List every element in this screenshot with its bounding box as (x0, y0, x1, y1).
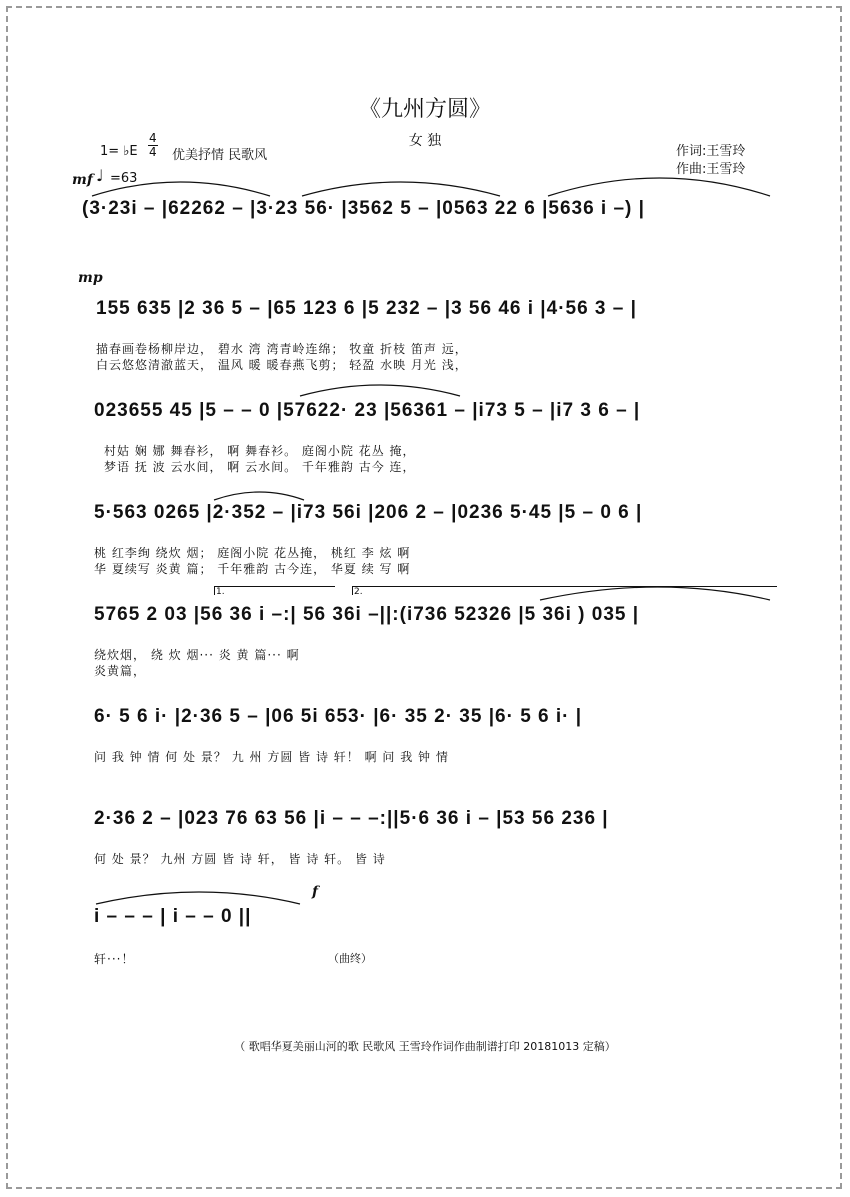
notation-line-7: 2·36 2 – |023 76 63 56 |i – – –:||5·6 36 i – |53 56 236 | (94, 808, 609, 829)
lyrics-line-4-verse-2: 华 夏续写 炎黄 篇； 千年雅韵 古今连， 华夏 续 写 啊 (94, 562, 411, 576)
ending-label-2: 2. (354, 587, 363, 597)
song-title: 《九州方圆》 (358, 97, 491, 122)
ending-label-1: 1. (216, 587, 225, 597)
lyrics-line-5-verse-2: 炎黄篇， (94, 664, 147, 678)
notation-line-4: 5·563 0265 |2·352 – |i73 56i |206 2 – |0236 5·45 |5 – 0 6 | (94, 502, 643, 523)
lyrics-line-5-verse-1: 绕炊烟， 绕 炊 烟··· 炎 黄 篇··· 啊 (94, 648, 300, 662)
dynamic-mf: mf (72, 172, 93, 188)
dynamic-f: f (312, 884, 319, 900)
notation-line-6: 6· 5 6 i· |2·36 5 – |06 5i 653· |6· 35 2· 35 |6· 5 6 i· | (94, 706, 583, 727)
lyrics-line-8: 轩···！ (94, 952, 135, 966)
notation-line-8: i – – – | i – – 0 || (94, 906, 252, 927)
lyrics-line-3-verse-2: 梦语 抚 波 云水间， 啊 云水间。 千年雅韵 古今 连， (104, 460, 416, 474)
notation-line-5: 5765 2 03 |56 36 i –:| 56 36i –||:(i736 52326 |5 36i ) 035 | (94, 604, 640, 625)
tempo-marking: =63 (110, 171, 138, 186)
end-mark: （曲终） (328, 952, 372, 965)
key-signature: 1= ♭E (100, 144, 138, 159)
lyrics-line-6: 问 我 钟 情 何 处 景？ 九 州 方圆 皆 诗 轩！ 啊 问 我 钟 情 (94, 750, 449, 764)
lyrics-line-2-verse-2: 白云悠悠清澈蓝天， 温风 暖 暖春燕飞剪； 轻盈 水映 月光 浅， (96, 358, 468, 372)
footer-note: （ 歌唱华夏美丽山河的歌 民歌风 王雪玲作词作曲制谱打印 20181013 定稿） (234, 1040, 616, 1053)
composer-credit: 作曲:王雪玲 (676, 162, 746, 177)
lyrics-line-4-verse-1: 桃 红李绚 绕炊 烟； 庭阁小院 花丛掩， 桃红 李 炫 啊 (94, 546, 411, 560)
lyrics-line-7: 何 处 景？ 九州 方圆 皆 诗 轩， 皆 诗 轩。 皆 诗 (94, 852, 386, 866)
notation-line-2: 155 635 |2 36 5 – |65 123 6 |5 232 – |3 56 46 i |4·56 3 – | (96, 298, 637, 319)
notation-line-1: (3·23i – |62262 – |3·23 56· |3562 5 – |0563 22 6 |5636 i –) | (82, 198, 645, 219)
lyrics-line-2-verse-1: 描春画卷杨柳岸边， 碧水 湾 湾青岭连绵； 牧童 折枝 笛声 远， (96, 342, 468, 356)
style-marking: 优美抒情 民歌风 (172, 148, 268, 163)
voice-part: 女 独 (408, 133, 442, 149)
dynamic-mp: mp (78, 270, 103, 286)
quarter-note-icon: ♩ (96, 166, 104, 185)
lyricist-credit: 作词:王雪玲 (676, 144, 746, 159)
time-signature: 4 4 (149, 131, 157, 159)
lyrics-line-3-verse-1: 村姑 娴 娜 舞春衫， 啊 舞春衫。 庭阁小院 花丛 掩， (104, 444, 416, 458)
notation-line-3: 023655 45 |5 – – 0 |57622· 23 |56361 – |i73 5 – |i7 3 6 – | (94, 400, 641, 421)
